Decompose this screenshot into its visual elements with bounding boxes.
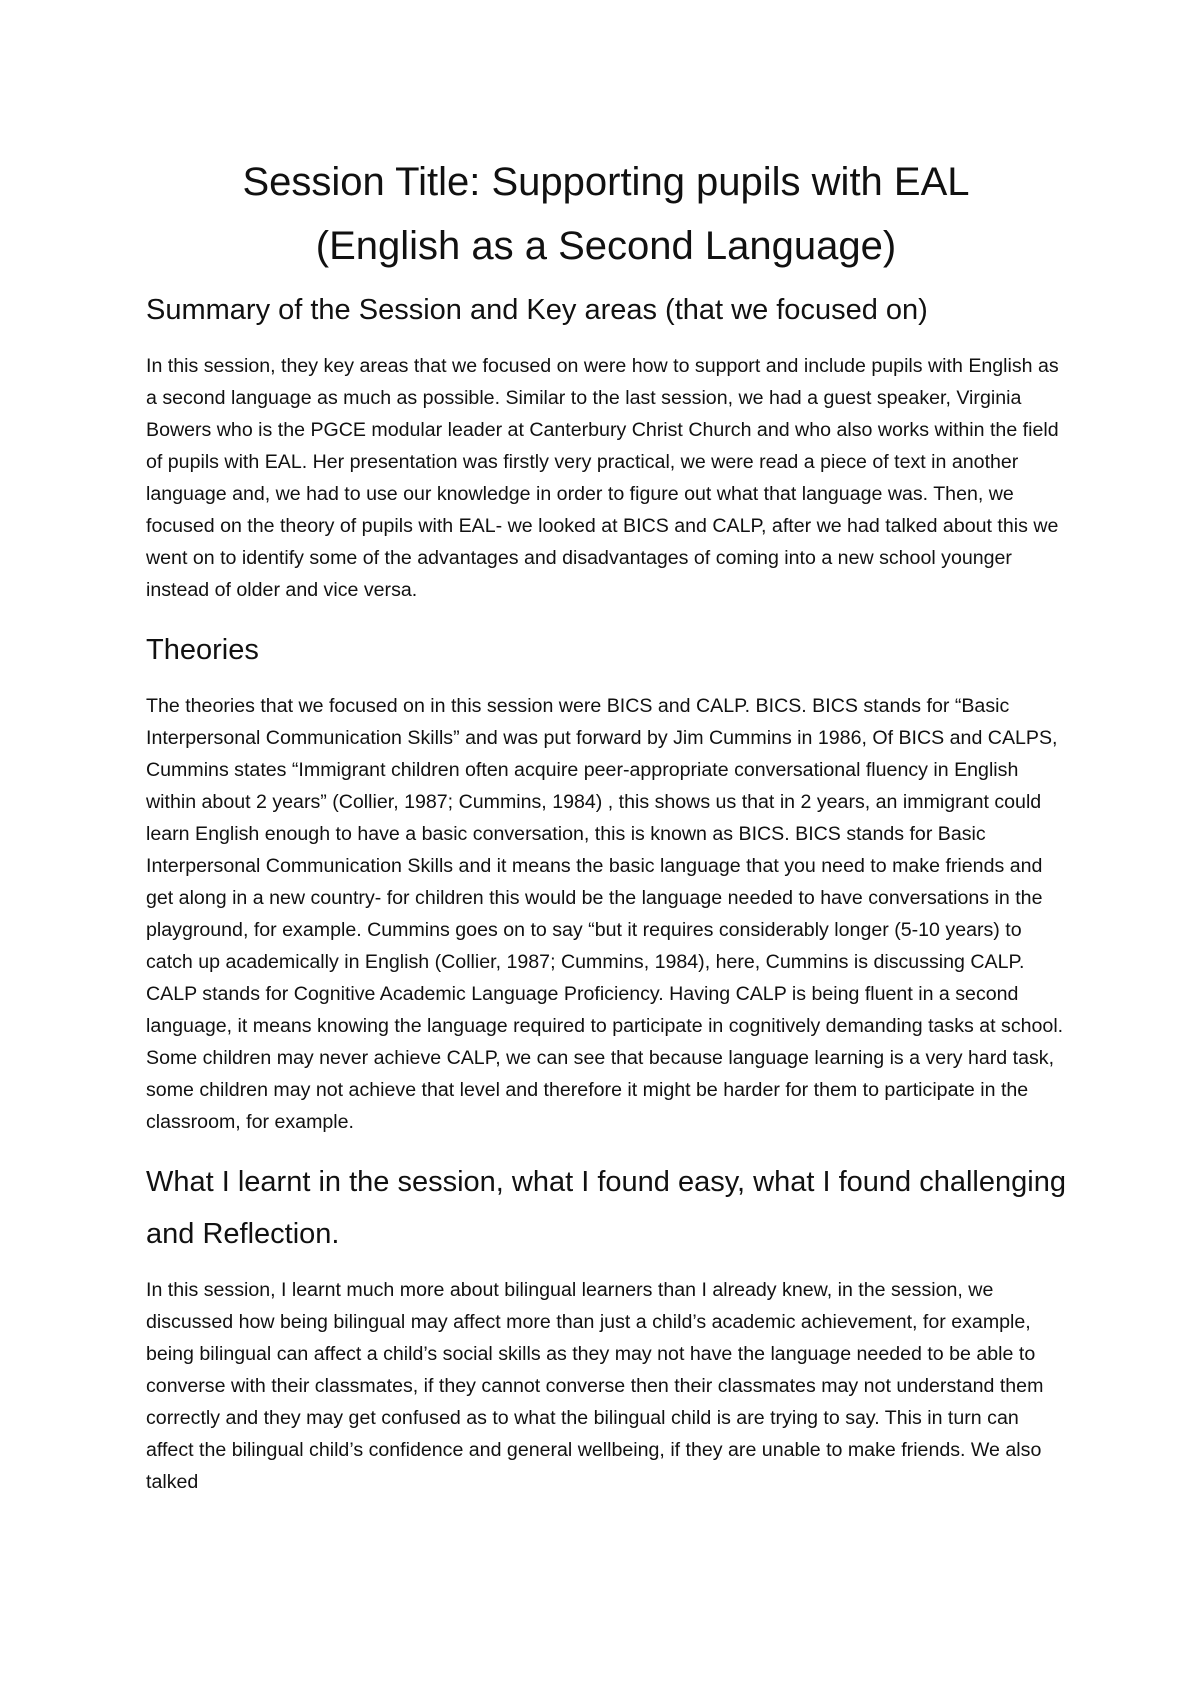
section-heading-reflection: What I learnt in the session, what I found easy, what I found challenging and Reflection. bbox=[146, 1166, 1066, 1250]
section-summary bbox=[146, 284, 1066, 606]
document-title-line-2: (English as a Second Language) bbox=[315, 224, 897, 268]
section-heading-summary: Summary of the Session and Key areas (that we focused on) bbox=[146, 294, 928, 326]
section-paragraph-reflection: In this session, I learnt much more about bilingual learners than I already knew, in the session, we discussed how being bilingual may affect more than just a child’s academic achievement, for example, being bilingual can affect a child’s social skills as they may not have the language needed to be able to converse with their classmates, if they cannot converse then their classmates may not understand them correctly and they may get confused as to what the bilingual child is are trying to say. This in turn can affect the bilingual child’s confidence and general wellbeing, if they are unable to make friends. We also talked bbox=[146, 1279, 1044, 1493]
section-paragraph-theories: The theories that we focused on in this session were BICS and CALP. BICS. BICS stands for “Basic Interpersonal Communication Skills” and was put forward by Jim Cummins in 1986, Of BICS and CALPS, Cummins states “Immigrant children often acquire peer-appropriate conversational fluency in English within about 2 years” (Collier, 1987; Cummins, 1984) , this shows us that in 2 years, an immigrant could learn English enough to have a basic conversation, this is known as BICS. BICS stands for Basic Interpersonal Communication Skills and it means the basic language that you need to make friends and get along in a new country- for children this would be the language needed to have conversations in the playground, for example. Cummins goes on to say “but it requires considerably longer (5-10 years) to catch up academically in English (Collier, 1987; Cummins, 1984), here, Cummins is discussing CALP. CALP stands for Cognitive Academic Language Proficiency. Having CALP is being fluent in a second language, it means knowing the language required to participate in cognitively demanding tasks at school. Some children may never achieve CALP, we can see that because language learning is a very hard task, some children may not achieve that level and therefore it might be harder for them to participate in the classroom, for example. bbox=[146, 695, 1064, 1133]
section-heading-theories: Theories bbox=[146, 634, 259, 666]
section-reflection bbox=[146, 1156, 1066, 1498]
section-paragraph-summary: In this session, they key areas that we focused on were how to support and include pupils with English as a second language as much as possible. Similar to the last session, we had a guest speaker, Virginia Bowers who is the PGCE modular leader at Canterbury Christ Church and who also works within the field of pupils with EAL. Her presentation was firstly very practical, we were read a piece of text in another language and, we had to use our knowledge in order to figure out what that language was. Then, we focused on the theory of pupils with EAL- we looked at BICS and CALP, after we had talked about this we went on to identify some of the advantages and disadvantages of coming into a new school younger instead of older and vice versa. bbox=[146, 355, 1059, 601]
section-theories bbox=[146, 624, 1066, 1138]
document-content bbox=[146, 150, 1066, 1504]
document-title bbox=[146, 150, 1066, 278]
document-title-line-1: Session Title: Supporting pupils with EAL bbox=[242, 160, 970, 204]
